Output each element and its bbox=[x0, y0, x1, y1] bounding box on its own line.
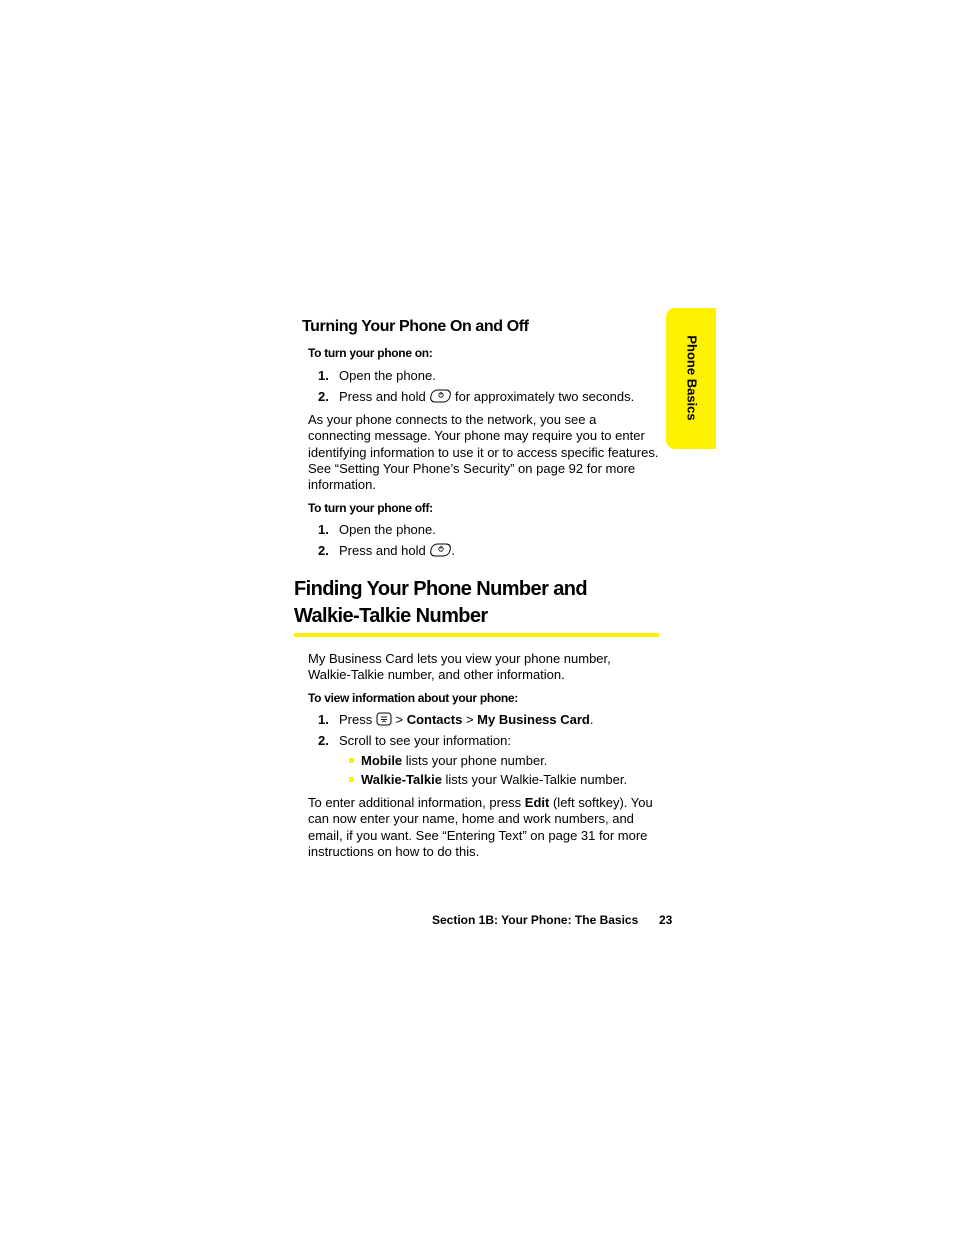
bullet-text: lists your Walkie-Talkie number. bbox=[441, 772, 628, 787]
connecting-paragraph: As your phone connects to the network, you see a connecting message. Your phone may require you to enter identifying information to use it or to access specific features. See “Setting Your Phone’s Security” on page 92 for more information. bbox=[308, 412, 659, 493]
end-power-key-icon bbox=[429, 389, 451, 406]
list-item bbox=[318, 389, 634, 406]
bullet-square-icon bbox=[349, 758, 354, 763]
menu-ok-key-icon bbox=[376, 712, 392, 729]
menu-path-contacts: Contacts bbox=[406, 712, 463, 727]
bullet-item bbox=[349, 753, 547, 768]
step-number: 1. bbox=[318, 712, 329, 727]
outro-text: To enter additional information, press bbox=[308, 795, 525, 810]
step-end: . bbox=[589, 712, 594, 727]
list-item bbox=[318, 522, 436, 537]
bullet-term: Walkie-Talkie bbox=[361, 772, 442, 787]
bullet-item bbox=[349, 772, 627, 787]
step-number: 2. bbox=[318, 543, 329, 558]
menu-path-business-card: My Business Card bbox=[477, 712, 590, 727]
step-number: 1. bbox=[318, 522, 329, 537]
step-text: Press and hold bbox=[339, 543, 426, 558]
bullet-term: Mobile bbox=[361, 753, 403, 768]
end-power-key-icon bbox=[429, 543, 451, 560]
heading-underline bbox=[294, 633, 659, 637]
outro-paragraph bbox=[308, 795, 653, 860]
bullet-text: lists your phone number. bbox=[402, 753, 548, 768]
turn-on-label: To turn your phone on: bbox=[308, 346, 433, 360]
outro-text: (left softkey). You can now enter your name, home and work numbers, and email, if you want. See “Entering Text” on page 31 for more instructions on how to do this. bbox=[308, 795, 653, 859]
step-number: 2. bbox=[318, 389, 329, 404]
step-text: Press bbox=[339, 712, 373, 727]
section-heading-on-off: Turning Your Phone On and Off bbox=[302, 318, 529, 335]
step-text: . bbox=[451, 543, 455, 558]
menu-separator: > bbox=[395, 712, 404, 727]
edit-softkey-label: Edit bbox=[524, 795, 550, 810]
step-text: Scroll to see your information: bbox=[339, 733, 511, 748]
step-number: 2. bbox=[318, 733, 329, 748]
section-heading-phone-number bbox=[294, 576, 587, 630]
list-item bbox=[318, 712, 594, 729]
heading-line: Finding Your Phone Number and bbox=[294, 578, 587, 600]
heading-line: Walkie-Talkie Number bbox=[294, 605, 488, 627]
side-tab-label: Phone Basics bbox=[684, 335, 700, 421]
menu-separator: > bbox=[465, 712, 474, 727]
step-text: for approximately two seconds. bbox=[454, 389, 635, 404]
page-number: 23 bbox=[659, 913, 673, 927]
footer-section-title: Section 1B: Your Phone: The Basics bbox=[432, 913, 639, 927]
list-item bbox=[318, 368, 436, 383]
bullet-square-icon bbox=[349, 777, 354, 782]
step-text: Open the phone. bbox=[339, 368, 436, 383]
list-item bbox=[318, 733, 511, 748]
step-number: 1. bbox=[318, 368, 329, 383]
turn-off-label: To turn your phone off: bbox=[308, 501, 433, 515]
intro-paragraph: My Business Card lets you view your phone number, Walkie-Talkie number, and other information. bbox=[308, 651, 611, 683]
list-item bbox=[318, 543, 455, 560]
step-text: Open the phone. bbox=[339, 522, 436, 537]
step-text: Press and hold bbox=[339, 389, 426, 404]
view-info-label: To view information about your phone: bbox=[308, 691, 519, 705]
side-tab bbox=[666, 308, 716, 449]
